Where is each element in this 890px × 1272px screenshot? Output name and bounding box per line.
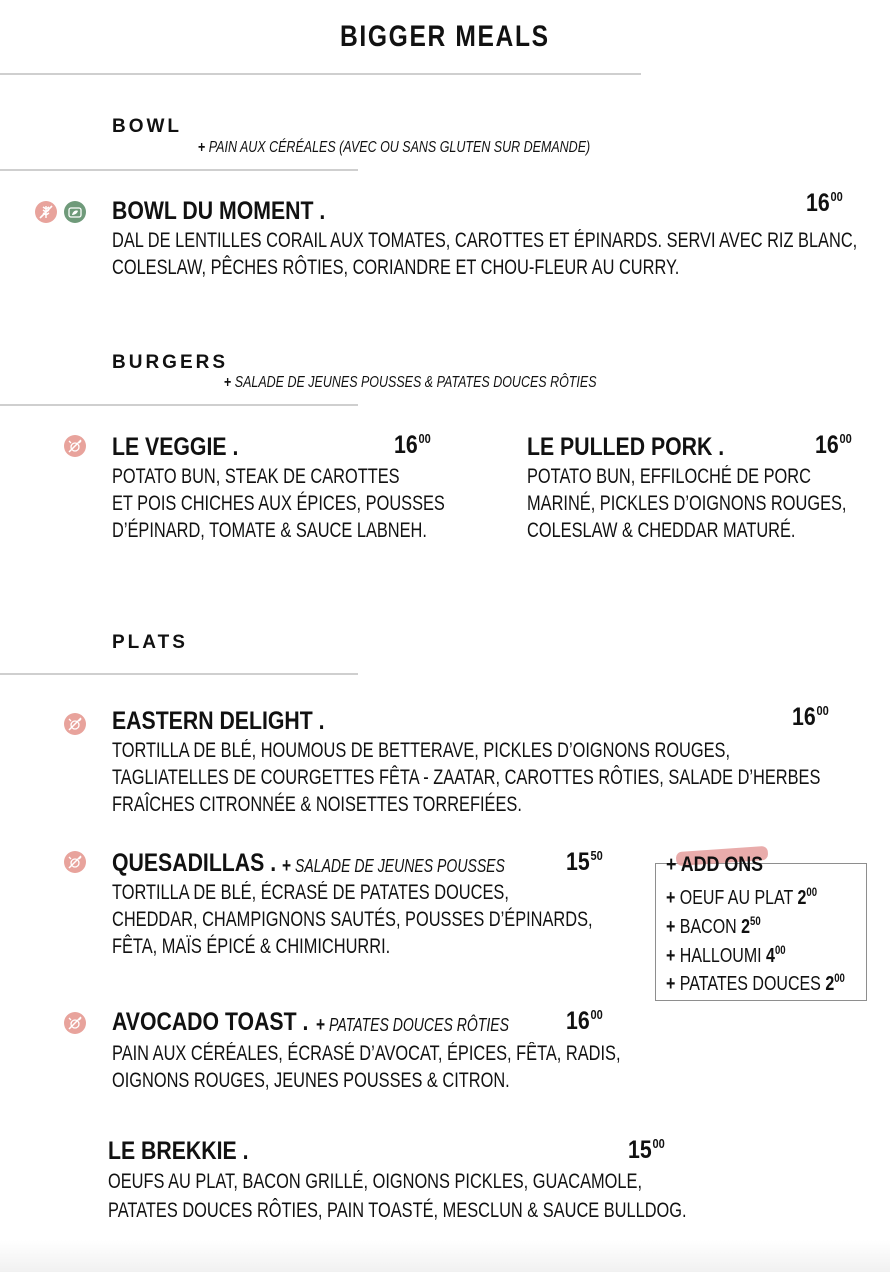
item-desc-quesadillas: TORTILLA DE BLÉ, ÉCRASÉ DE PATATES DOUCES, CHEDDAR, CHAMPIGNONS SAUTÉS, POUSSES D’ÉPINARDS, FÊTA, MAÏS ÉPICÉ & CHIMICHURRI.	[112, 881, 593, 958]
item-name-eastern-delight: EASTERN DELIGHT .	[112, 707, 325, 735]
page-bottom-shade	[0, 1240, 890, 1272]
section-divider-bowl	[0, 169, 358, 171]
section-heading-bowl: BOWL	[112, 116, 183, 137]
section-note-burgers: + SALADE DE JEUNES POUSSES & PATATES DOUCES RÔTIES	[224, 374, 597, 391]
no-wheat-icon	[35, 201, 57, 223]
item-name-le-veggie: LE VEGGIE .	[112, 433, 239, 461]
item-desc-le-pulled-pork: POTATO BUN, EFFILOCHÉ DE PORC MARINÉ, PICKLES D’OIGNONS ROUGES, COLESLAW & CHEDDAR MATURÉ.	[527, 465, 847, 542]
no-meat-icon	[64, 713, 86, 735]
no-meat-icon	[64, 435, 86, 457]
item-price-avocado-toast: $16^{00}$	[566, 1007, 603, 1035]
item-price-le-veggie: $16^{00}$	[394, 431, 431, 459]
item-name-le-pulled-pork: LE PULLED PORK .	[527, 433, 725, 461]
item-desc-eastern-delight: TORTILLA DE BLÉ, HOUMOUS DE BETTERAVE, PICKLES D’OIGNONS ROUGES, TAGLIATELLES DE COURGETTES FÊTA - ZAATAR, CAROTTES RÔTIES, SALADE D’HERBES FRAÎCHES CITRONNÉE & NOISETTES TORREFIÉES.	[112, 739, 821, 816]
item-desc-le-veggie: POTATO BUN, STEAK DE CAROTTES ET POIS CHICHES AUX ÉPICES, POUSSES D’ÉPINARD, TOMATE & SAUCE LABNEH.	[112, 465, 445, 542]
item-extra-avocado-toast: + PATATES DOUCES RÔTIES	[316, 1014, 509, 1036]
item-price-le-pulled-pork: $16^{00}$	[815, 431, 852, 459]
vegan-leaf-icon	[64, 201, 86, 223]
item-name-le-brekkie: LE BREKKIE .	[108, 1137, 249, 1165]
section-divider-burgers	[0, 404, 358, 406]
addon-row-halloumi: + HALLOUMI $4^{00}$	[666, 943, 786, 967]
item-desc-avocado-toast: PAIN AUX CÉRÉALES, ÉCRASÉ D’AVOCAT, ÉPICES, FÊTA, RADIS, OIGNONS ROUGES, JEUNES POUSSES & CITRON.	[112, 1042, 621, 1092]
section-heading-plats: PLATS	[112, 632, 188, 653]
item-extra-quesadillas: + SALADE DE JEUNES POUSSES	[282, 855, 505, 877]
item-price-quesadillas: $15^{50}$	[566, 848, 603, 876]
section-heading-burgers: BURGERS	[112, 352, 229, 373]
page-title: BIGGER MEALS	[340, 20, 550, 53]
addon-row-bacon: + BACON $2^{50}$	[666, 914, 761, 938]
section-note-bowl: + PAIN AUX CÉRÉALES (AVEC OU SANS GLUTEN SUR DEMANDE)	[198, 139, 591, 156]
item-name-quesadillas: QUESADILLAS .	[112, 849, 277, 877]
item-price-le-brekkie: $15^{00}$	[628, 1136, 665, 1164]
item-name-avocado-toast: AVOCADO TOAST .	[112, 1008, 309, 1036]
no-meat-icon	[64, 1012, 86, 1034]
title-divider	[0, 73, 641, 75]
item-price-eastern-delight: $16^{00}$	[792, 703, 829, 731]
addon-row-patates-douces: + PATATES DOUCES $2^{00}$	[666, 971, 845, 995]
item-desc-le-brekkie: OEUFS AU PLAT, BACON GRILLÉ, OIGNONS PICKLES, GUACAMOLE, PATATES DOUCES RÔTIES, PAIN TOASTÉ, MESCLUN & SAUCE BULLDOG.	[108, 1170, 687, 1222]
item-price-bowl-du-moment: $16^{00}$	[806, 189, 843, 217]
no-meat-icon	[64, 851, 86, 873]
addon-row-oeuf: + OEUF AU PLAT $2^{00}$	[666, 885, 818, 909]
item-name-bowl-du-moment: BOWL DU MOMENT .	[112, 197, 326, 225]
section-divider-plats	[0, 673, 358, 675]
item-desc-bowl-du-moment: DAL DE LENTILLES CORAIL AUX TOMATES, CAROTTES ET ÉPINARDS. SERVI AVEC RIZ BLANC, COLESLAW, PÊCHES RÔTIES, CORIANDRE ET CHOU-FLEUR AU CURRY.	[112, 229, 858, 279]
addons-title: + ADD ONS	[666, 853, 764, 876]
